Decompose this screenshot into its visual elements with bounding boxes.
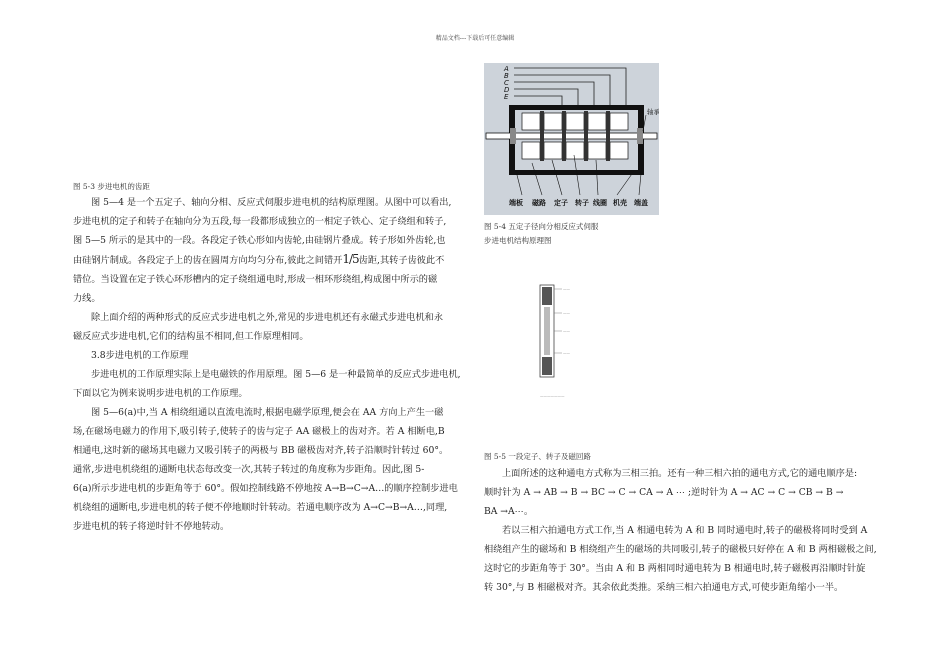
fig5-stator-segment [538, 283, 606, 401]
paragraph-line: 转 30°,与 B 相磁极对齐。其余依此类推。采纳三相六拍通电方式,可使步距角缩小一半。 [484, 582, 844, 593]
paragraph-line: 步进电机的定子和转子在轴向分为五段,每一段都形成独立的一相定子铁心、定子绕组和转子, [73, 216, 447, 227]
paragraph-line: 相通电,这时新的磁场其电磁力又吸引转子的两极与 BB 磁极齿对齐,转子沿顺时针转过 60°。 [73, 445, 449, 456]
paragraph-line: 机绕组的通断电,步进电机的转子便不停地顺时针转动。若通电顺序改为 A→C→B→A…,同理, [73, 502, 448, 513]
svg-text:——: —— [563, 329, 570, 333]
fig4-caption-line2: 步进电机结构原理图 [484, 236, 552, 245]
fig3-caption: 图 5-3 步进电机的齿距 [73, 182, 150, 191]
phase-label: B [504, 72, 509, 80]
paragraph-line [73, 250, 465, 270]
page-header: 精品文档---下载后可任意编辑 [435, 35, 515, 42]
paragraph-line: 若以三相六拍通电方式工作,当 A 相通电转为 A 和 B 同时通电时,转子的磁极将同时受到 A [502, 525, 868, 536]
paragraph-line: 除上面介绍的两种形式的反应式步进电机之外,常见的步进电机还有永磁式步进电机和永 [91, 312, 444, 323]
fig4-svg [484, 63, 659, 215]
paragraph-line: 这时它的步距角等于 30°。当由 A 和 B 两相同时通电转为 B 相通电时,转子磁极再沿顺时针旋 [484, 563, 866, 574]
paragraph-line: BA →A⋯。 [484, 506, 534, 517]
fraction: 1/5 [342, 252, 359, 266]
phase-label: E [504, 93, 509, 101]
right-column-text [484, 464, 884, 597]
text-span: 由硅钢片制成。各段定子上的齿在圆周方向均匀分布,彼此之间错开 [73, 255, 343, 266]
paragraph-line: 顺时针为 A → AB → B → BC → C → CA → A ⋯ ;逆时针为 A → AC → C → CB → B → [484, 487, 844, 498]
part-label: 线圈 [593, 199, 607, 207]
fig4-caption-line1: 图 5-4 五定子径向分相反应式伺服 [484, 222, 599, 231]
text-span: 齿距,其转子齿彼此不 [358, 255, 445, 266]
part-label: 端盖 [634, 199, 648, 207]
paragraph-line: 错位。当设置在定子铁心环形槽内的定子绕组通电时,形成一相环形绕组,构成图中所示的磁 [73, 274, 438, 285]
paragraph-line: 下面以它为例来说明步进电机的工作原理。 [73, 388, 248, 399]
paragraph-line: 图 5—5 所示的是其中的一段。各段定子铁心形如内齿轮,由硅钢片叠成。转子形如外齿轮,也 [73, 235, 446, 246]
phase-label: D [504, 86, 510, 94]
paragraph-line: 通常,步进电机绕组的通断电状态每改变一次,其转子转过的角度称为步距角。因此,图 5- [73, 464, 425, 475]
svg-text:———————: ——————— [540, 394, 565, 398]
fig5-svg [538, 283, 606, 401]
paragraph-line: 磁反应式步进电机,它们的结构虽不相同,但工作原理相同。 [73, 331, 309, 342]
phase-label: A [504, 65, 509, 73]
paragraph-line: 相绕组产生的磁场和 B 相绕组产生的磁场的共同吸引,转子的磁极只好停在 A 和 B 两相磁极之间, [484, 544, 877, 555]
paragraph-line: 力线。 [73, 293, 101, 304]
paragraph-line: 图 5—4 是一个五定子、轴向分相、反应式伺服步进电机的结构原理图。从图中可以看出, [91, 197, 452, 208]
part-label: 磁路 [532, 199, 546, 207]
part-label: 机壳 [613, 199, 627, 207]
svg-text:——: —— [563, 311, 570, 315]
paragraph-line: 图 5—6(a)中,当 A 相绕组通以直流电流时,根据电磁学原理,便会在 AA 方向上产生一磁 [91, 407, 444, 418]
phase-label: C [504, 79, 509, 87]
part-label: 端板 [509, 199, 523, 207]
paragraph-line: 步进电机的转子将逆时针不停地转动。 [73, 521, 230, 532]
section-title: 3.8步进电机的工作原理 [91, 350, 189, 361]
part-label: 定子 [554, 199, 568, 207]
fig4-motor-diagram [484, 63, 659, 215]
svg-text:——: —— [563, 287, 570, 291]
fig5-caption: 图 5-5 一段定子、转子及磁回路 [484, 452, 591, 461]
paragraph-line: 步进电机的工作原理实际上是电磁铁的作用原理。图 5—6 是一种最简单的反应式步进电机, [91, 369, 461, 380]
paragraph-line: 场,在磁场电磁力的作用下,吸引转子,使转子的齿与定子 AA 磁极上的齿对齐。若 A 相断电,B [73, 426, 445, 437]
left-column-text [73, 193, 465, 536]
svg-text:——: —— [563, 351, 570, 355]
paragraph-line: 6(a)所示步进电机的步距角等于 60°。假如控制线路不停地按 A→B→C→A…的顺序控制步进电 [73, 483, 458, 494]
part-label: 转子 [575, 199, 589, 207]
paragraph-line: 上面所述的这种通电方式称为三相三拍。还有一种三相六拍的通电方式,它的通电顺序是: [502, 468, 858, 479]
bearing-label: 轴承 [647, 108, 659, 116]
